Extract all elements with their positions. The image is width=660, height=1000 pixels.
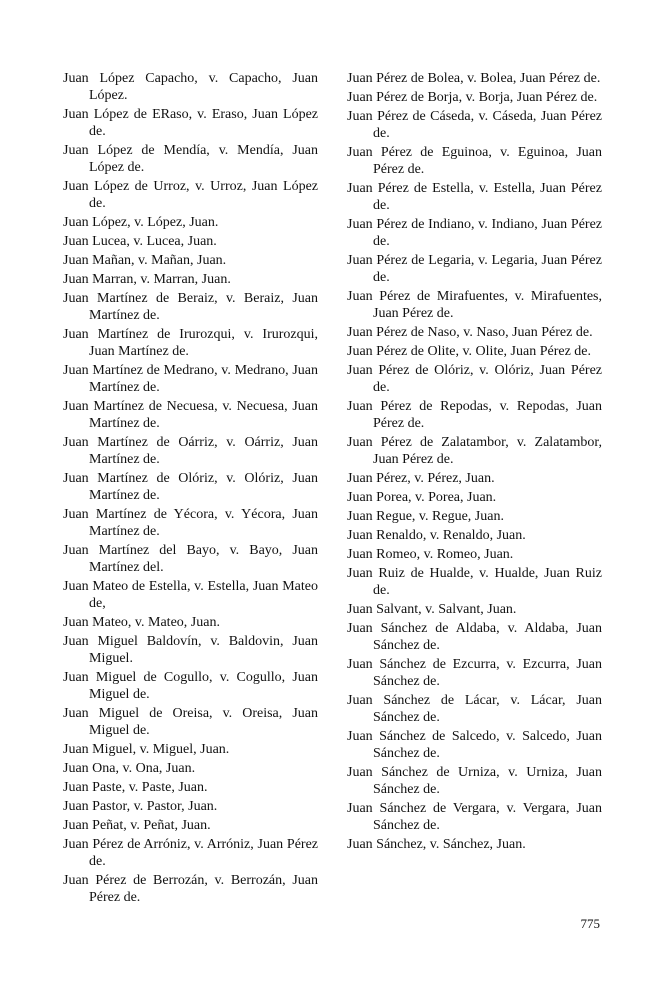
index-entry: Juan Pérez de Legaria, v. Legaria, Juan Pérez de. [347, 253, 602, 285]
index-entry: Juan Peñat, v. Peñat, Juan. [63, 818, 211, 833]
right-column [347, 70, 602, 855]
index-entry: Juan Pérez de Arróniz, v. Arróniz, Juan Pérez de. [63, 837, 318, 869]
page-number: 775 [580, 916, 600, 931]
index-entry: Juan Regue, v. Regue, Juan. [347, 509, 504, 524]
index-entry: Juan Martínez de Oárriz, v. Oárriz, Juan Martínez de. [63, 435, 318, 467]
index-entry: Juan Sánchez de Aldaba, v. Aldaba, Juan Sánchez de. [347, 621, 602, 653]
index-entry: Juan Sánchez de Salcedo, v. Salcedo, Juan Sánchez de. [347, 729, 602, 761]
index-entry: Juan Pérez de Bolea, v. Bolea, Juan Pérez de. [347, 71, 601, 86]
index-entry: Juan Pastor, v. Pastor, Juan. [63, 799, 218, 814]
index-entry: Juan Romeo, v. Romeo, Juan. [347, 547, 514, 562]
index-entry: Juan Mateo de Estella, v. Estella, Juan Mateo de, [63, 579, 318, 611]
index-entry: Juan Martínez de Necuesa, v. Necuesa, Juan Martínez de. [63, 399, 318, 431]
index-entry: Juan Sánchez de Urniza, v. Urniza, Juan Sánchez de. [347, 765, 602, 797]
index-entry: Juan Pérez de Indiano, v. Indiano, Juan Pérez de. [347, 217, 602, 249]
index-entry: Juan Martínez de Irurozqui, v. Irurozqui, Juan Martínez de. [63, 327, 318, 359]
index-entry: Juan Pérez de Berrozán, v. Berrozán, Juan Pérez de. [63, 873, 318, 905]
left-column [63, 70, 318, 908]
index-entry: Juan Pérez de Repodas, v. Repodas, Juan Pérez de. [347, 399, 602, 431]
index-entry: Juan Porea, v. Porea, Juan. [347, 490, 497, 505]
index-entry: Juan Mateo, v. Mateo, Juan. [63, 615, 220, 630]
index-entry: Juan López de Mendía, v. Mendía, Juan López de. [63, 143, 318, 175]
index-entry: Juan Pérez, v. Pérez, Juan. [347, 471, 495, 486]
index-entry: Juan Miguel de Cogullo, v. Cogullo, Juan Miguel de. [63, 670, 318, 702]
index-entry: Juan Pérez de Borja, v. Borja, Juan Pérez de. [347, 90, 598, 105]
index-entry: Juan López, v. López, Juan. [63, 215, 219, 230]
index-entry: Juan Pérez de Eguinoa, v. Eguinoa, Juan Pérez de. [347, 145, 602, 177]
index-entry: Juan Pérez de Naso, v. Naso, Juan Pérez de. [347, 325, 593, 340]
index-entry: Juan Mañan, v. Mañan, Juan. [63, 253, 227, 268]
index-entry: Juan Sánchez, v. Sánchez, Juan. [347, 837, 526, 852]
index-entry: Juan López Capacho, v. Capacho, Juan López. [63, 71, 318, 103]
index-entry: Juan Lucea, v. Lucea, Juan. [63, 234, 217, 249]
index-entry: Juan Pérez de Cáseda, v. Cáseda, Juan Pérez de. [347, 109, 602, 141]
index-entry: Juan Ruiz de Hualde, v. Hualde, Juan Ruiz de. [347, 566, 602, 598]
index-entry: Juan Sánchez de Ezcurra, v. Ezcurra, Juan Sánchez de. [347, 657, 602, 689]
index-entry: Juan Renaldo, v. Renaldo, Juan. [347, 528, 526, 543]
index-entry: Juan Pérez de Mirafuentes, v. Mirafuentes, Juan Pérez de. [347, 289, 602, 321]
index-entry: Juan Pérez de Estella, v. Estella, Juan Pérez de. [347, 181, 602, 213]
index-entry: Juan Pérez de Olóriz, v. Olóriz, Juan Pérez de. [347, 363, 602, 395]
index-entry: Juan Martínez de Medrano, v. Medrano, Juan Martínez de. [63, 363, 318, 395]
index-entry: Juan López de Urroz, v. Urroz, Juan López de. [63, 179, 318, 211]
index-entry: Juan Pérez de Olite, v. Olite, Juan Pérez de. [347, 344, 592, 359]
index-entry: Juan Sánchez de Lácar, v. Lácar, Juan Sánchez de. [347, 693, 602, 725]
index-entry: Juan Sánchez de Vergara, v. Vergara, Juan Sánchez de. [347, 801, 602, 833]
index-entry: Juan Salvant, v. Salvant, Juan. [347, 602, 517, 617]
index-entry: Juan Martínez del Bayo, v. Bayo, Juan Martínez del. [63, 543, 318, 575]
index-entry: Juan López de ERaso, v. Eraso, Juan López de. [63, 107, 318, 139]
index-entry: Juan Miguel de Oreisa, v. Oreisa, Juan Miguel de. [63, 706, 318, 738]
index-entry: Juan Miguel Baldovín, v. Baldovin, Juan Miguel. [63, 634, 318, 666]
index-entry: Juan Ona, v. Ona, Juan. [63, 761, 196, 776]
index-entry: Juan Marran, v. Marran, Juan. [63, 272, 231, 287]
index-entry: Juan Martínez de Beraiz, v. Beraiz, Juan Martínez de. [63, 291, 318, 323]
index-entry: Juan Paste, v. Paste, Juan. [63, 780, 208, 795]
index-entry: Juan Pérez de Zalatambor, v. Zalatambor, Juan Pérez de. [347, 435, 602, 467]
index-entry: Juan Miguel, v. Miguel, Juan. [63, 742, 230, 757]
index-entry: Juan Martínez de Yécora, v. Yécora, Juan Martínez de. [63, 507, 318, 539]
index-entry: Juan Martínez de Olóriz, v. Olóriz, Juan Martínez de. [63, 471, 318, 503]
